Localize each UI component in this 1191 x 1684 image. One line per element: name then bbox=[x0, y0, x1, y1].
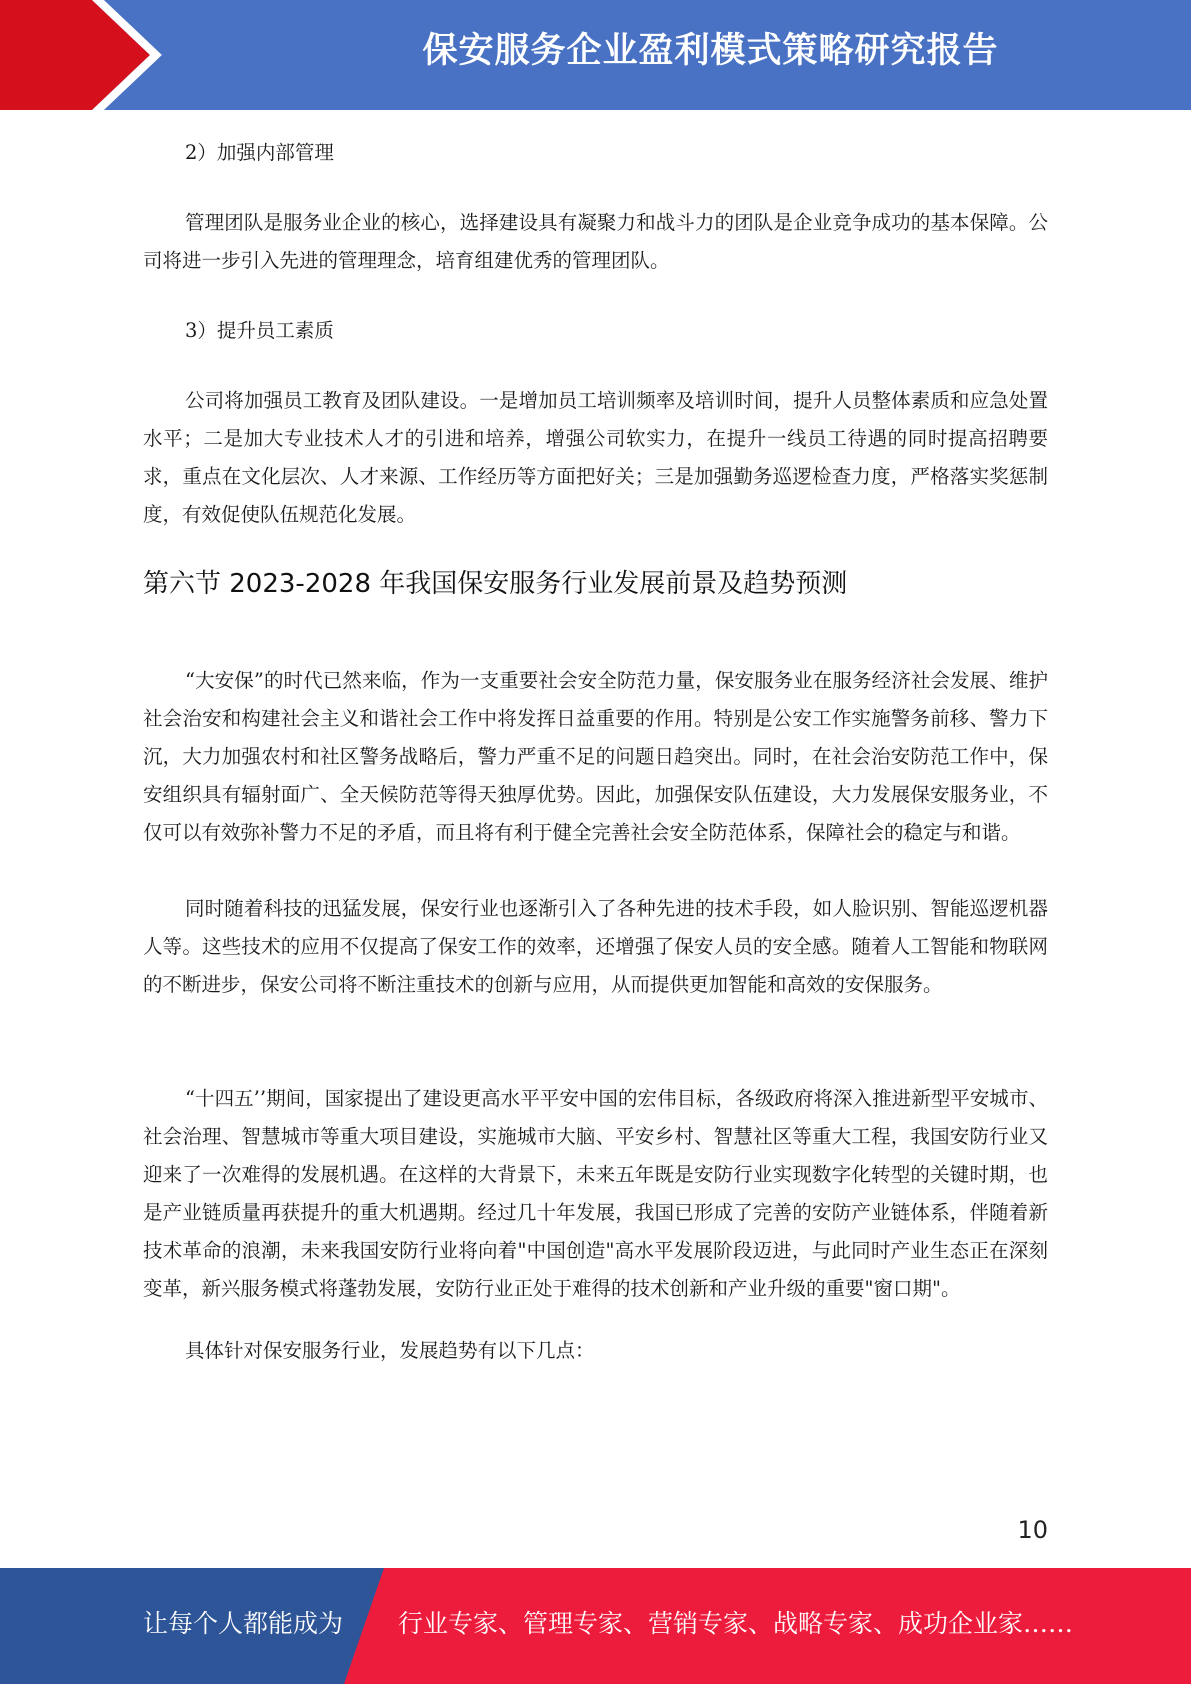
paragraph-technology: 同时随着科技的迅猛发展，保安行业也逐渐引入了各种先进的技术手段，如人脸识别、智能巡逻机器人等。这些技术的应用不仅提高了保安工作的效率，还增强了保安人员的安全感。随着人工智能和物联网的不断进步，保安公司将不断注重技术的创新与应用，从而提供更加智能和高效的安保服务。 bbox=[143, 897, 1048, 996]
paragraph-trends-intro: 具体针对保安服务行业，发展趋势有以下几点： bbox=[185, 1339, 595, 1362]
paragraph-staff-education: 公司将加强员工教育及团队建设。一是增加员工培训频率及培训时间，提升人员整体素质和应急处置水平；二是加大专业技术人才的引进和培养，增强公司软实力，在提升一线员工待遇的同时提高招聘要求，重点在文化层次、人才来源、工作经历等方面把好关；三是加强勤务巡逻检查力度，严格落实奖惩制度，有效促使队伍规范化发展。 bbox=[143, 389, 1048, 526]
page-number: 10 bbox=[1017, 1516, 1048, 1544]
page-header bbox=[0, 0, 1191, 110]
document-body bbox=[143, 134, 1048, 1370]
footer-slogan-right: 行业专家、管理专家、营销专家、战略专家、成功企业家…… bbox=[398, 1609, 1074, 1638]
section-heading: 第六节 2023-2028 年我国保安服务行业发展前景及趋势预测 bbox=[143, 569, 848, 599]
report-title: 保安服务企业盈利模式策略研究报告 bbox=[422, 31, 999, 71]
header-chevron-decoration bbox=[0, 0, 170, 110]
sub-heading-internal-management: 2）加强内部管理 bbox=[185, 141, 334, 164]
paragraph-big-security-era: “大安保”的时代已然来临，作为一支重要社会安全防范力量，保安服务业在服务经济社会发展、维护社会治安和构建社会主义和谐社会工作中将发挥日益重要的作用。特别是公安工作实施警务前移、警力下沉，大力加强农村和社区警务战略后，警力严重不足的问题日趋突出。同时，在社会治安防范工作中，保安组织具有辐射面广、全天候防范等得天独厚优势。因此，加强保安队伍建设，大力发展保安服务业，不仅可以有效弥补警力不足的矛盾，而且将有利于健全完善社会安全防范体系，保障社会的稳定与和谐。 bbox=[143, 669, 1048, 844]
page-footer bbox=[0, 1568, 1191, 1684]
sub-heading-staff-quality: 3）提升员工素质 bbox=[185, 319, 334, 342]
paragraph-14th-five-year: “十四五’’期间，国家提出了建设更高水平平安中国的宏伟目标，各级政府将深入推进新型平安城市、社会治理、智慧城市等重大项目建设，实施城市大脑、平安乡村、智慧社区等重大工程，我国安防行业又迎来了一次难得的发展机遇。在这样的大背景下，未来五年既是安防行业实现数字化转型的关键时期，也是产业链质量再获提升的重大机遇期。经过几十年发展，我国已形成了完善的安防产业链体系，伴随着新技术革命的浪潮，未来我国安防行业将向着"中国创造"高水平发展阶段迈进，与此同时产业生态正在深刻变革，新兴服务模式将蓬勃发展，安防行业正处于难得的技术创新和产业升级的重要"窗口期"。 bbox=[143, 1087, 1048, 1300]
paragraph-management-team: 管理团队是服务业企业的核心，选择建设具有凝聚力和战斗力的团队是企业竞争成功的基本保障。公司将进一步引入先进的管理理念，培育组建优秀的管理团队。 bbox=[143, 211, 1048, 272]
footer-slogan-left: 让每个人都能成为 bbox=[143, 1609, 344, 1638]
